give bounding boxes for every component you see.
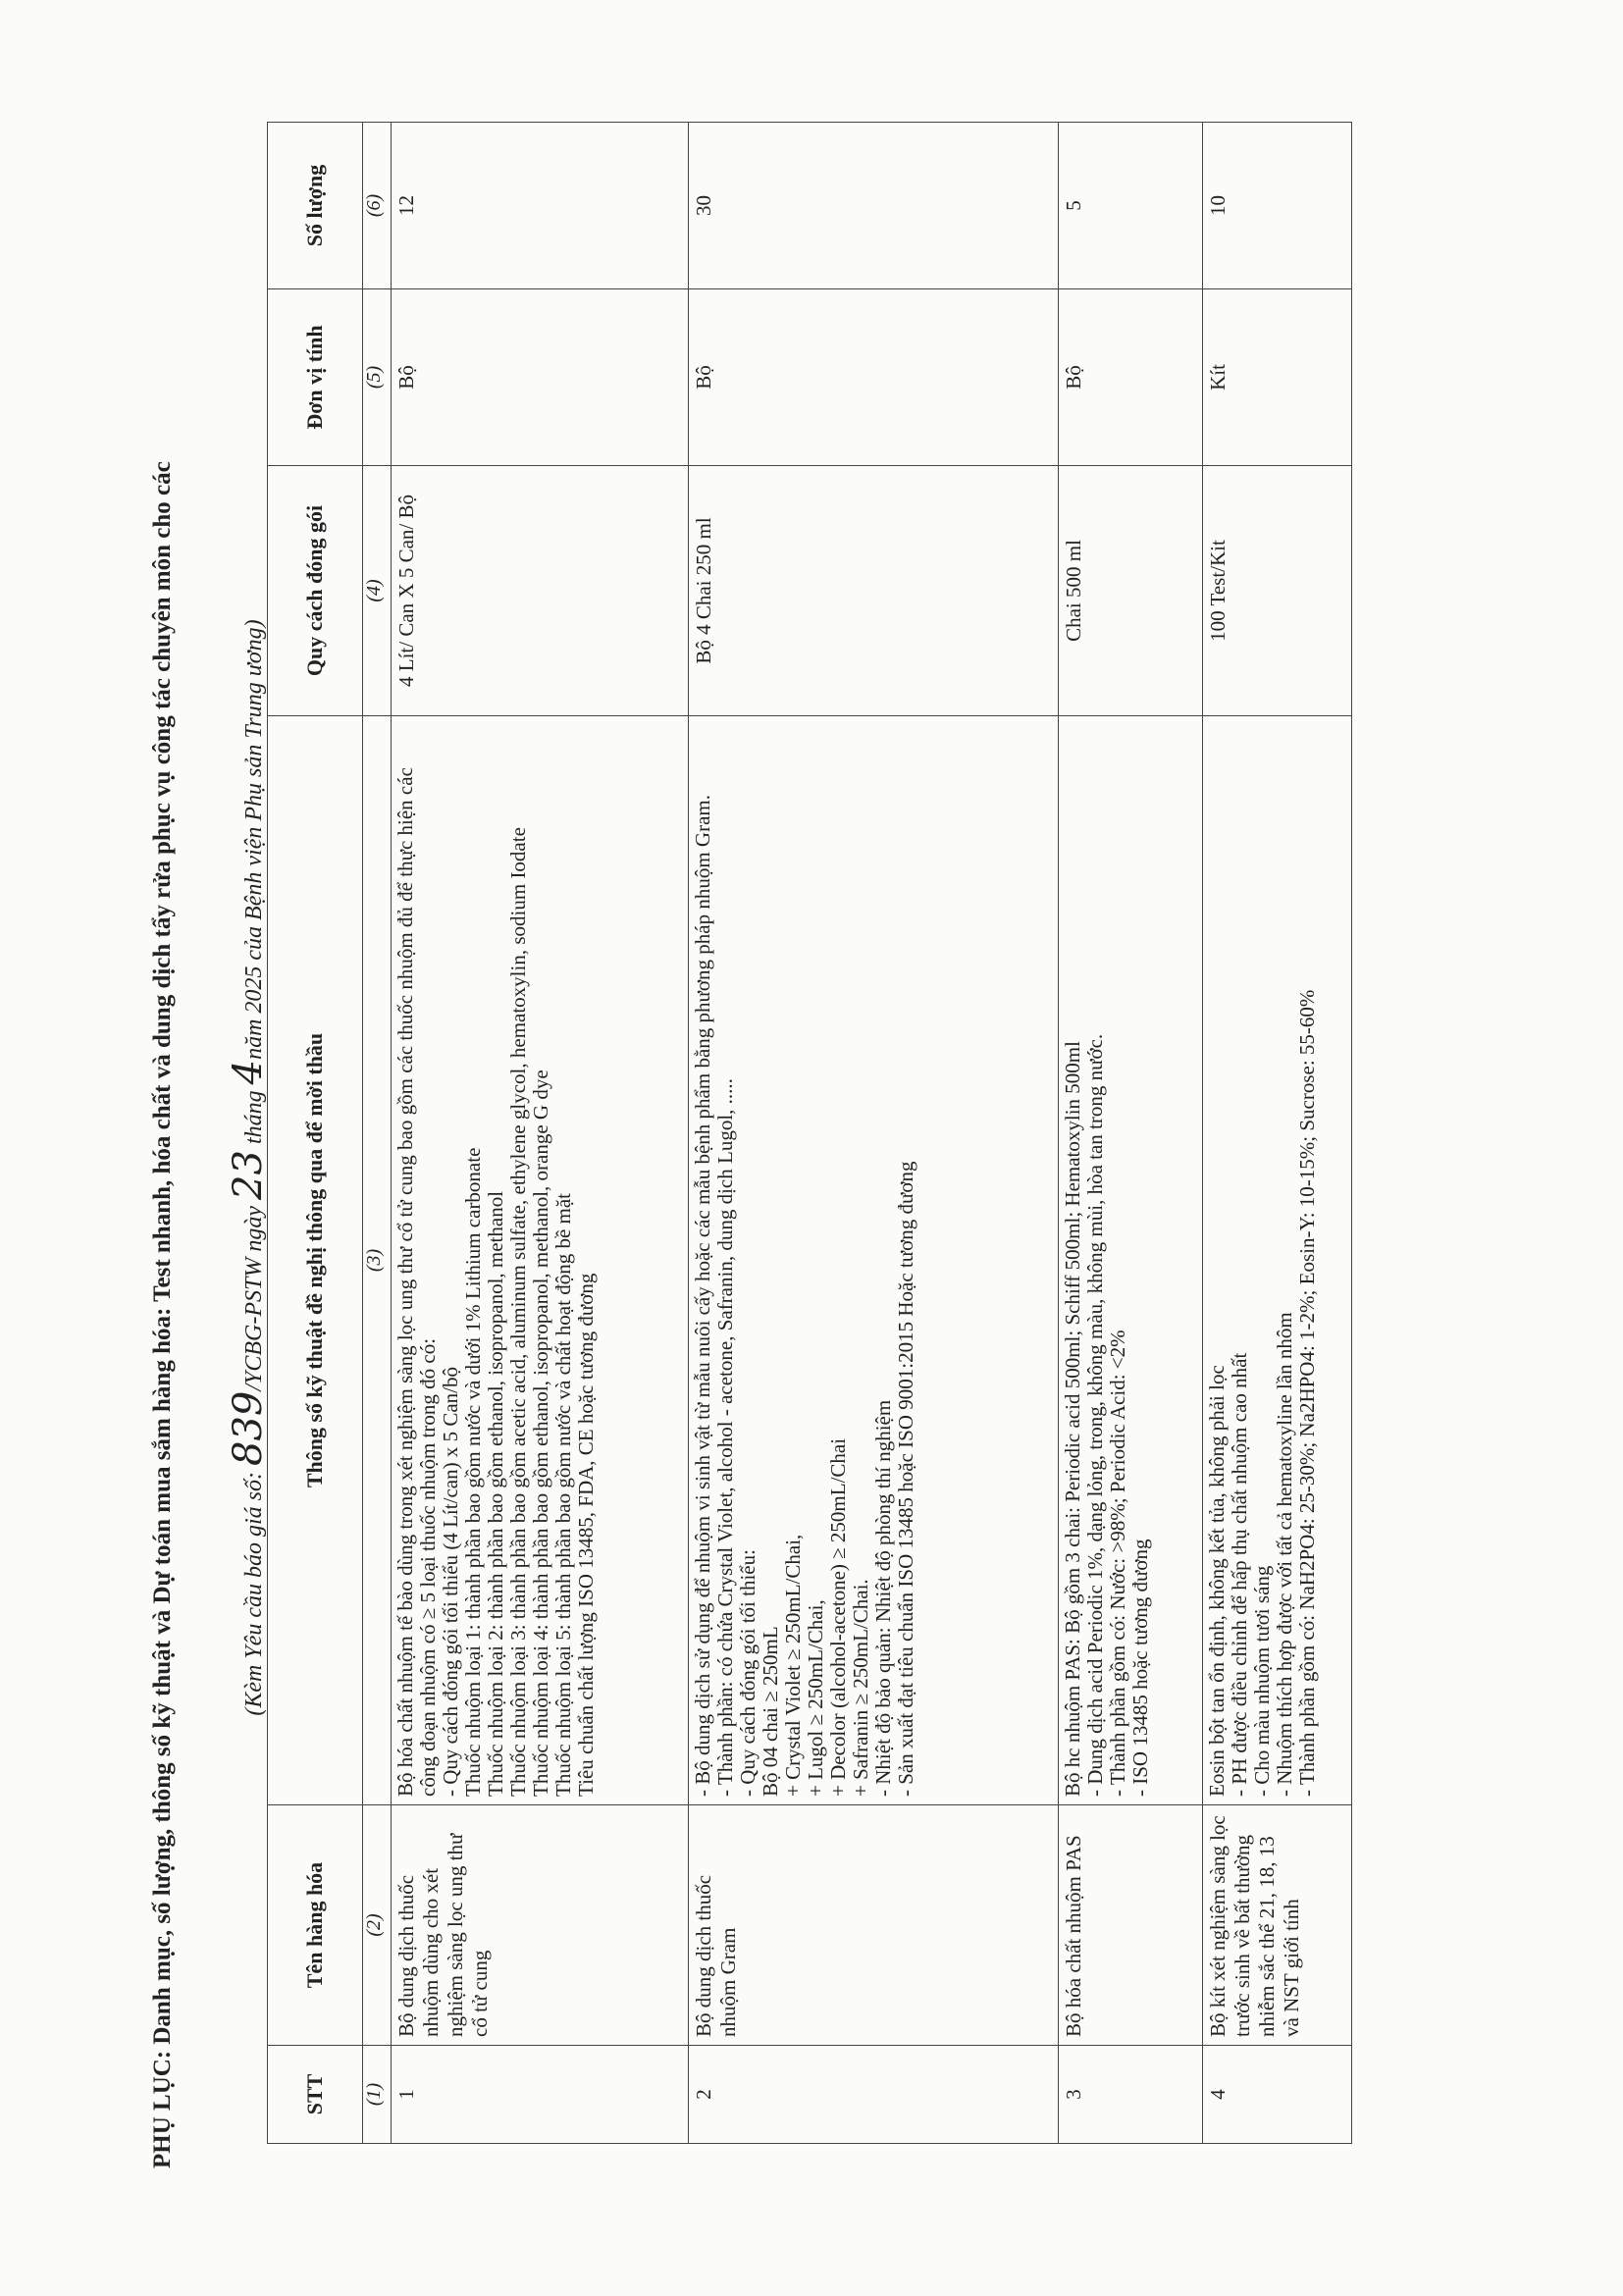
row-name: Bộ dung dịch thuốc nhuộm Gram [689, 1805, 1059, 2046]
header-pack: Quy cách đóng gói [268, 466, 363, 716]
row-pack: Bộ 4 Chai 250 ml [689, 466, 1059, 716]
request-month: 4 [226, 1059, 271, 1085]
header-row [268, 123, 363, 2144]
row-name: Bộ dung dịch thuốc nhuộm dùng cho xét nghiệm sàng lọc ung thư cổ tử cung [392, 1805, 689, 2046]
request-day: 23 [226, 1150, 271, 1200]
col-number: (5) [363, 289, 392, 466]
row-stt: 2 [689, 2046, 1059, 2144]
header-unit: Đơn vị tính [268, 289, 363, 466]
subtitle-prefix: (Kèm Yêu cầu báo giá số: [241, 1471, 267, 1716]
subtitle-mid2: tháng [241, 1090, 267, 1145]
row-spec [689, 716, 1059, 1805]
spec-line: - Cho màu nhuộm tươi sáng [1250, 1565, 1274, 1797]
spec-line: Eosin bột tan ổn định, không kết tủa, không phải lọc [1205, 1365, 1229, 1797]
spec-line: - Thành phần gồm có: Nước: >98%; Periodic Acid: <2% [1106, 1330, 1129, 1797]
spec-line: - ISO 13485 hoặc tương đương [1128, 1539, 1152, 1797]
spec-line: Bộ hóa chất nhuộm tế bào dùng trong xét nghiệm sàng lọc ung thư cổ tử cung bao gồm các thuốc nhuộm đủ để thực hiện các công đoạn nhuộm có ≥ 5 loại thuốc nhuộm trong đó có: [393, 767, 440, 1797]
row-pack: 4 Lít/ Can X 5 Can/ Bộ [392, 466, 689, 716]
spec-line: Thuốc nhuộm loại 5: thành phần bao gồm nước và chất hoạt động bề mặt [551, 1192, 575, 1797]
row-unit: Bộ [1059, 289, 1203, 466]
subtitle-mid1: /YCBG-PSTW ngày [241, 1205, 267, 1391]
spec-line: + Crystal Violet ≥ 250mL/Chai, [781, 1534, 805, 1797]
row-spec [1203, 716, 1352, 1805]
spec-line: - Sản xuất đạt tiêu chuẩn ISO 13485 hoặc ISO 9001:2015 Hoặc tương đương [894, 1161, 917, 1797]
spec-line: Thuốc nhuộm loại 4: thành phần bao gồm ethanol, isopropanol, methanol, orange G dye [529, 1070, 552, 1797]
row-stt: 1 [392, 2046, 689, 2144]
row-qty: 12 [392, 123, 689, 289]
column-number-row [363, 123, 392, 2144]
document-subtitle [226, 334, 271, 2002]
spec-line: Thuốc nhuộm loại 3: thành phần bao gồm acetic acid, aluminum sulfate, ethylene glycol, hematoxylin, sodium Iodate [506, 827, 530, 1797]
row-spec [392, 716, 689, 1805]
spec-line: - Thành phần gồm có: NaH2PO4: 25-30%; Na2HPO4: 1-2%; Eosin-Y: 10-15%; Sucrose: 55-60% [1295, 989, 1319, 1797]
table-row [1203, 123, 1352, 2144]
col-number: (3) [363, 716, 392, 1805]
request-number: 839 [226, 1390, 271, 1466]
col-number: (2) [363, 1805, 392, 2046]
header-spec: Thông số kỹ thuật đề nghị thông qua để mời thầu [268, 716, 363, 1805]
title-line: PHỤ LỤC: Danh mục, số lượng, thông số kỹ thuật và Dự toán mua sắm hàng hóa: Test nhanh, hóa chất và dung dịch tẩy rửa phục vụ công tác chuyên môn cho các [149, 461, 176, 2168]
col-number: (6) [363, 123, 392, 289]
row-unit: Bộ [689, 289, 1059, 466]
spec-line: - Thành phần: có chứa Crystal Violet, alcohol - acetone, Safranin, dung dịch Lugol, ..... [713, 1078, 737, 1797]
spec-line: - Nhuộm thích hợp được với tất cả hematoxyline lần nhôm [1273, 1312, 1296, 1797]
row-unit: Bộ [392, 289, 689, 466]
spec-line: - Dung dịch acid Periodic 1%, dạng lỏng, trong, không màu, không mùi, hòa tan trong nước. [1083, 1033, 1107, 1797]
row-unit: Kít [1203, 289, 1352, 466]
header-stt: STT [268, 2046, 363, 2144]
subtitle-suffix: năm 2025 của Bệnh viện Phụ sản Trung ương) [241, 619, 267, 1060]
spec-line: - PH được điều chỉnh để hấp thụ chất nhuộm cao nhất [1228, 1352, 1251, 1797]
row-name: Bộ hóa chất nhuộm PAS [1059, 1805, 1203, 2046]
spec-line: + Safranin ≥ 250mL/Chai. [849, 1579, 872, 1797]
spec-line: - Quy cách đóng gói tối thiểu (4 Lít/can) x 5 Can/bộ [439, 1367, 462, 1797]
spec-line: Bộ 04 chai ≥ 250mL [759, 1626, 782, 1797]
spec-line: + Lugol ≥ 250mL/Chai, [804, 1599, 827, 1797]
goods-table [267, 122, 1352, 2144]
document-title [147, 128, 179, 2168]
col-number: (4) [363, 466, 392, 716]
row-spec [1059, 716, 1203, 1805]
row-pack: 100 Test/Kit [1203, 466, 1352, 716]
header-qty: Số lượng [268, 123, 363, 289]
row-qty: 30 [689, 123, 1059, 289]
spec-line: - Bộ dung dịch sử dụng để nhuộm vi sinh vật từ mẫu nuôi cấy hoặc các mẫu bệnh phẩm bằng phương pháp nhuộm Gram. [691, 795, 714, 1797]
table-row [392, 123, 689, 2144]
spec-line: - Quy cách đóng gói tối thiểu: [736, 1549, 759, 1797]
header-name: Tên hàng hóa [268, 1805, 363, 2046]
row-qty: 5 [1059, 123, 1203, 289]
spec-line: - Nhiệt độ bảo quản: Nhiệt độ phòng thí nghiệm [871, 1399, 895, 1797]
col-number: (1) [363, 2046, 392, 2144]
spec-line: + Decolor (alcohol-acetone) ≥ 250mL/Chai [826, 1437, 850, 1797]
row-qty: 10 [1203, 123, 1352, 289]
spec-line: Thuốc nhuộm loại 1: thành phần bao gồm nước và dưới 1% Lithium carbonate [461, 1147, 485, 1797]
table-row [1059, 123, 1203, 2144]
spec-line: Bộ hc nhuộm PAS: Bộ gồm 3 chai: Periodic acid 500ml; Schiff 500ml; Hematoxylin 500ml [1061, 1041, 1084, 1797]
table-row [689, 123, 1059, 2144]
spec-line: Thuốc nhuộm loại 2: thành phần bao gồm ethanol, isopropanol, methanol [484, 1190, 507, 1797]
row-stt: 3 [1059, 2046, 1203, 2144]
spec-line: Tiêu chuẩn chất lượng ISO 13485, FDA, CE hoặc tương đương [574, 1273, 598, 1797]
row-name: Bộ kít xét nghiệm sàng lọc trước sinh về bất thường nhiễm sắc thể 21, 18, 13 và NST giới tính [1203, 1805, 1352, 2046]
row-pack: Chai 500 ml [1059, 466, 1203, 716]
row-stt: 4 [1203, 2046, 1352, 2144]
